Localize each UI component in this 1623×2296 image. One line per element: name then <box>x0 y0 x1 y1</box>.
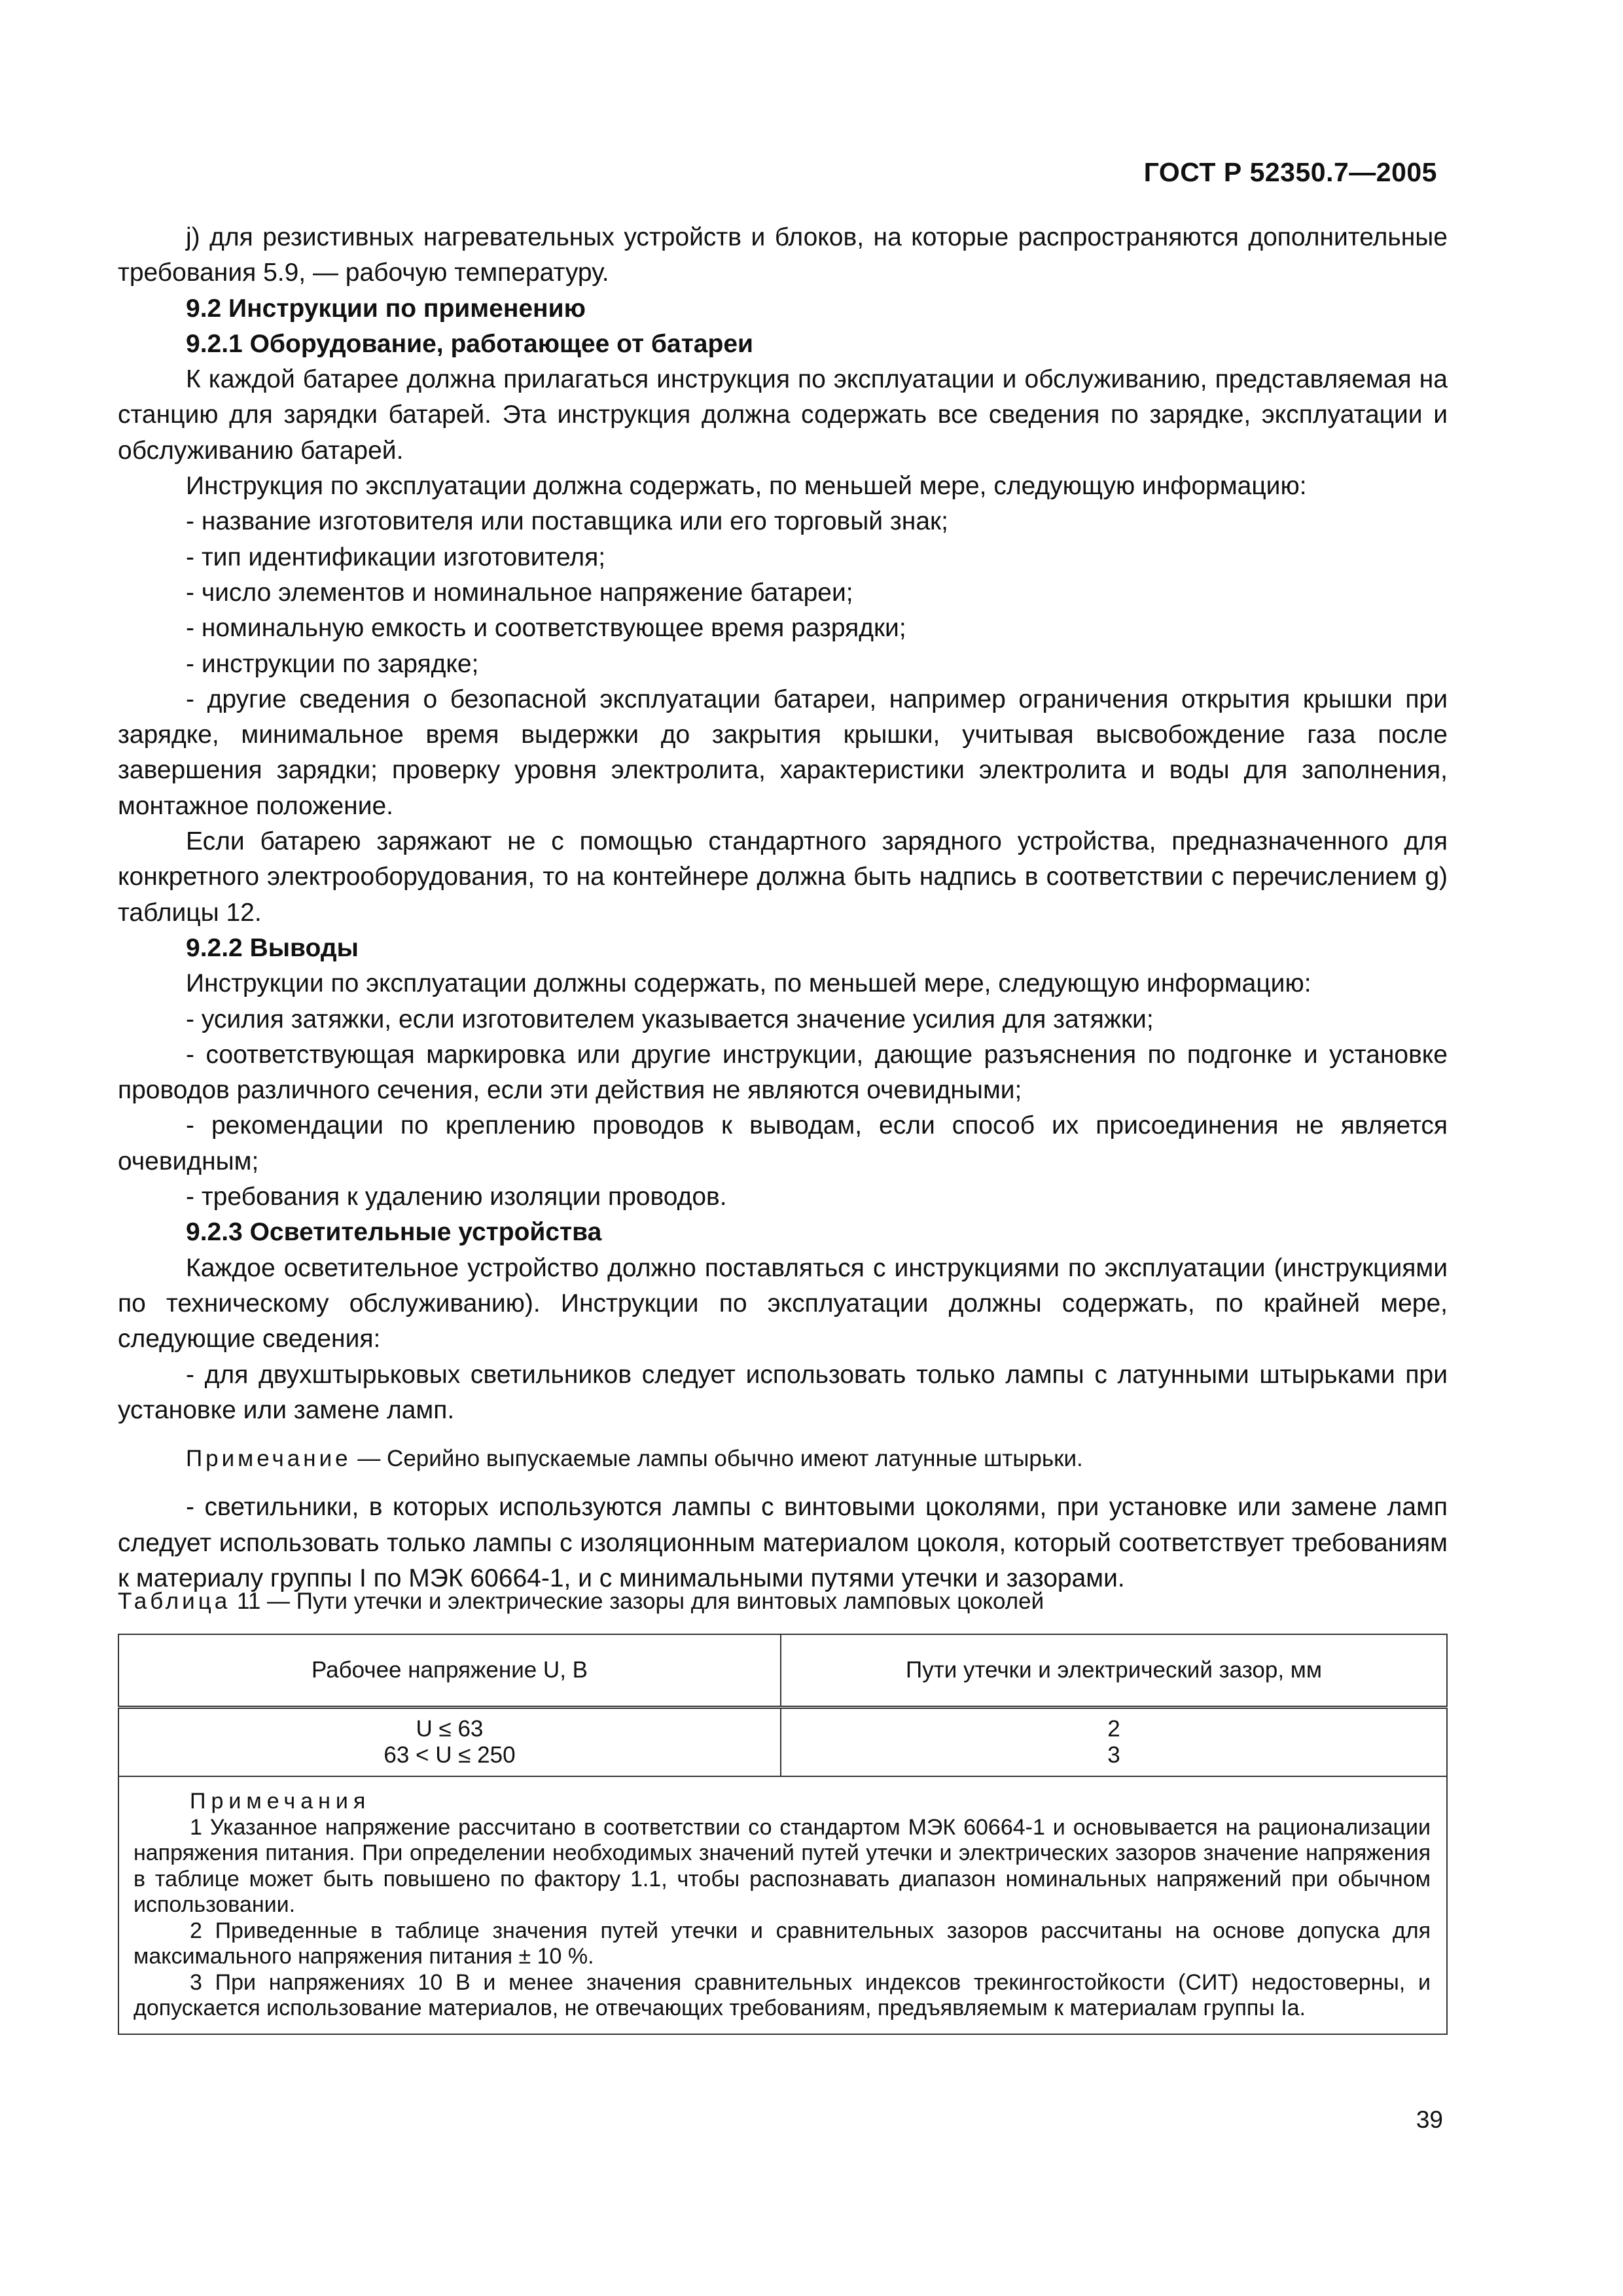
paragraph-screw-base: - светильники, в которых используются лампы с винтовыми цоколями, при установке или замене ламп следует использовать только лампы с изоляционным материалом цоколя, который соответствует требованиям к материалу группы I по МЭК 60664-1, и с минимальными путями утечки и зазорами. <box>118 1493 1448 1592</box>
table-cell-clearance <box>781 1708 1447 1777</box>
paragraph-battery-info: Инструкция по эксплуатации должна содержать, по меньшей мере, следующую информацию: <box>186 472 1307 501</box>
section-heading-9-2: 9.2 Инструкции по применению <box>186 294 586 323</box>
paragraph-two-pin: - для двухштырьковых светильников следует использовать только лампы с латунными штырьками при установке или замене ламп. <box>118 1360 1448 1424</box>
table-note: 2 Приведенные в таблице значения путей утечки и сравнительных зазоров рассчитаны на основе допуска для максимального напряжения питания ± 10 %. <box>134 1918 1431 1969</box>
voltage-value: 63 < U ≤ 250 <box>383 1742 516 1768</box>
table-note: 3 При напряжениях 10 В и менее значения сравнительных индексов трекингостойкости (СИТ) недостоверны, и допускается использование материалов, не отвечающих требованиям, предъявляемым к материалам группы Ia. <box>134 1969 1431 2020</box>
list-item: - соответствующая маркировка или другие инструкции, дающие разъяснения по подгонке и установке проводов различного сечения, если эти действия не являются очевидными; <box>118 1040 1448 1105</box>
document-body <box>118 220 1448 1596</box>
paragraph-other-info: - другие сведения о безопасной эксплуатации батареи, например ограничения открытия крышки при зарядке, минимальное время выдержки до закрытия крышки, учитывая высвобождение газа после завершения зарядки; проверку уровня электролита, характеристики электролита и воды для заполнения, монтажное положение. <box>118 685 1448 820</box>
section-heading-9-2-3: 9.2.3 Осветительные устройства <box>186 1218 602 1247</box>
list-item: - название изготовителя или поставщика или его торговый знак; <box>186 507 948 536</box>
table-notes <box>118 1776 1447 2034</box>
table-caption-label: Таблица <box>118 1588 231 1614</box>
table-header-clearance: Пути утечки и электрический зазор, мм <box>781 1634 1447 1708</box>
table-caption-text: 11 — Пути утечки и электрические зазоры для винтовых ламповых цоколей <box>230 1588 1044 1614</box>
paragraph-charger: Если батарею заряжают не с помощью стандартного зарядного устройства, предназначенного для конкретного электрооборудования, то на контейнере должна быть надпись в соответствии с перечислением g) таблицы 12. <box>118 827 1448 927</box>
list-item: - требования к удалению изоляции проводов. <box>186 1183 727 1211</box>
page-number: 39 <box>1416 2106 1443 2133</box>
document-header: ГОСТ Р 52350.7—2005 <box>1143 157 1437 187</box>
table-cell-voltage <box>118 1708 781 1777</box>
note-text: — Серийно выпускаемые лампы обычно имеют латунные штырьки. <box>351 1446 1083 1472</box>
section-heading-9-2-1: 9.2.1 Оборудование, работающее от батареи <box>186 329 753 358</box>
table-header-voltage: Рабочее напряжение U, В <box>118 1634 781 1708</box>
table-caption <box>118 1585 1448 1618</box>
list-item: - тип идентификации изготовителя; <box>186 543 606 571</box>
list-item: - номинальную емкость и соответствующее время разрядки; <box>186 614 906 643</box>
paragraph-lighting: Каждое осветительное устройство должно поставляться с инструкциями по эксплуатации (инструкциями по техническому обслуживанию). Инструкции по эксплуатации должны содержать, по крайней мере, следующие сведения: <box>118 1253 1448 1354</box>
paragraph-terminals: Инструкции по эксплуатации должны содержать, по меньшей мере, следующую информацию: <box>186 969 1311 998</box>
section-heading-9-2-2: 9.2.2 Выводы <box>186 933 359 962</box>
note-label: Примечание <box>186 1446 351 1472</box>
list-item: - рекомендации по креплению проводов к выводам, если способ их присоединения не является очевидным; <box>118 1111 1448 1175</box>
paragraph-battery: К каждой батарее должна прилагаться инструкция по эксплуатации и обслуживанию, представляемая на станцию для зарядки батарей. Эта инструкция должна содержать все сведения по зарядке, эксплуатации и обслуживанию батарей. <box>118 365 1448 465</box>
paragraph-j: j) для резистивных нагревательных устройств и блоков, на которые распространяются дополнительные требования 5.9, — рабочую температуру. <box>118 223 1448 287</box>
table-header-row <box>118 1634 1447 1708</box>
voltage-value: U ≤ 63 <box>416 1716 484 1742</box>
notes-title: Примечания <box>190 1789 371 1814</box>
table-note: 1 Указанное напряжение рассчитано в соответствии со стандартом МЭК 60664-1 и основывается на рационализации напряжения питания. При определении необходимых значений путей утечки и электрических зазоров значение напряжения в таблице может быть повышено по фактору 1.1, чтобы распознавать диапазон номинальных напряжений при обычном использовании. <box>134 1814 1431 1917</box>
list-item: - усилия затяжки, если изготовителем указывается значение усилия для затяжки; <box>186 1005 1154 1033</box>
clearance-table <box>118 1634 1448 2035</box>
note <box>118 1441 1448 1477</box>
table-row <box>118 1708 1447 1777</box>
list-item: - инструкции по зарядке; <box>186 649 479 678</box>
clearance-value: 3 <box>1107 1742 1120 1768</box>
clearance-value: 2 <box>1107 1716 1120 1742</box>
list-item: - число элементов и номинальное напряжение батареи; <box>186 578 853 607</box>
table-notes-row <box>118 1776 1447 2034</box>
